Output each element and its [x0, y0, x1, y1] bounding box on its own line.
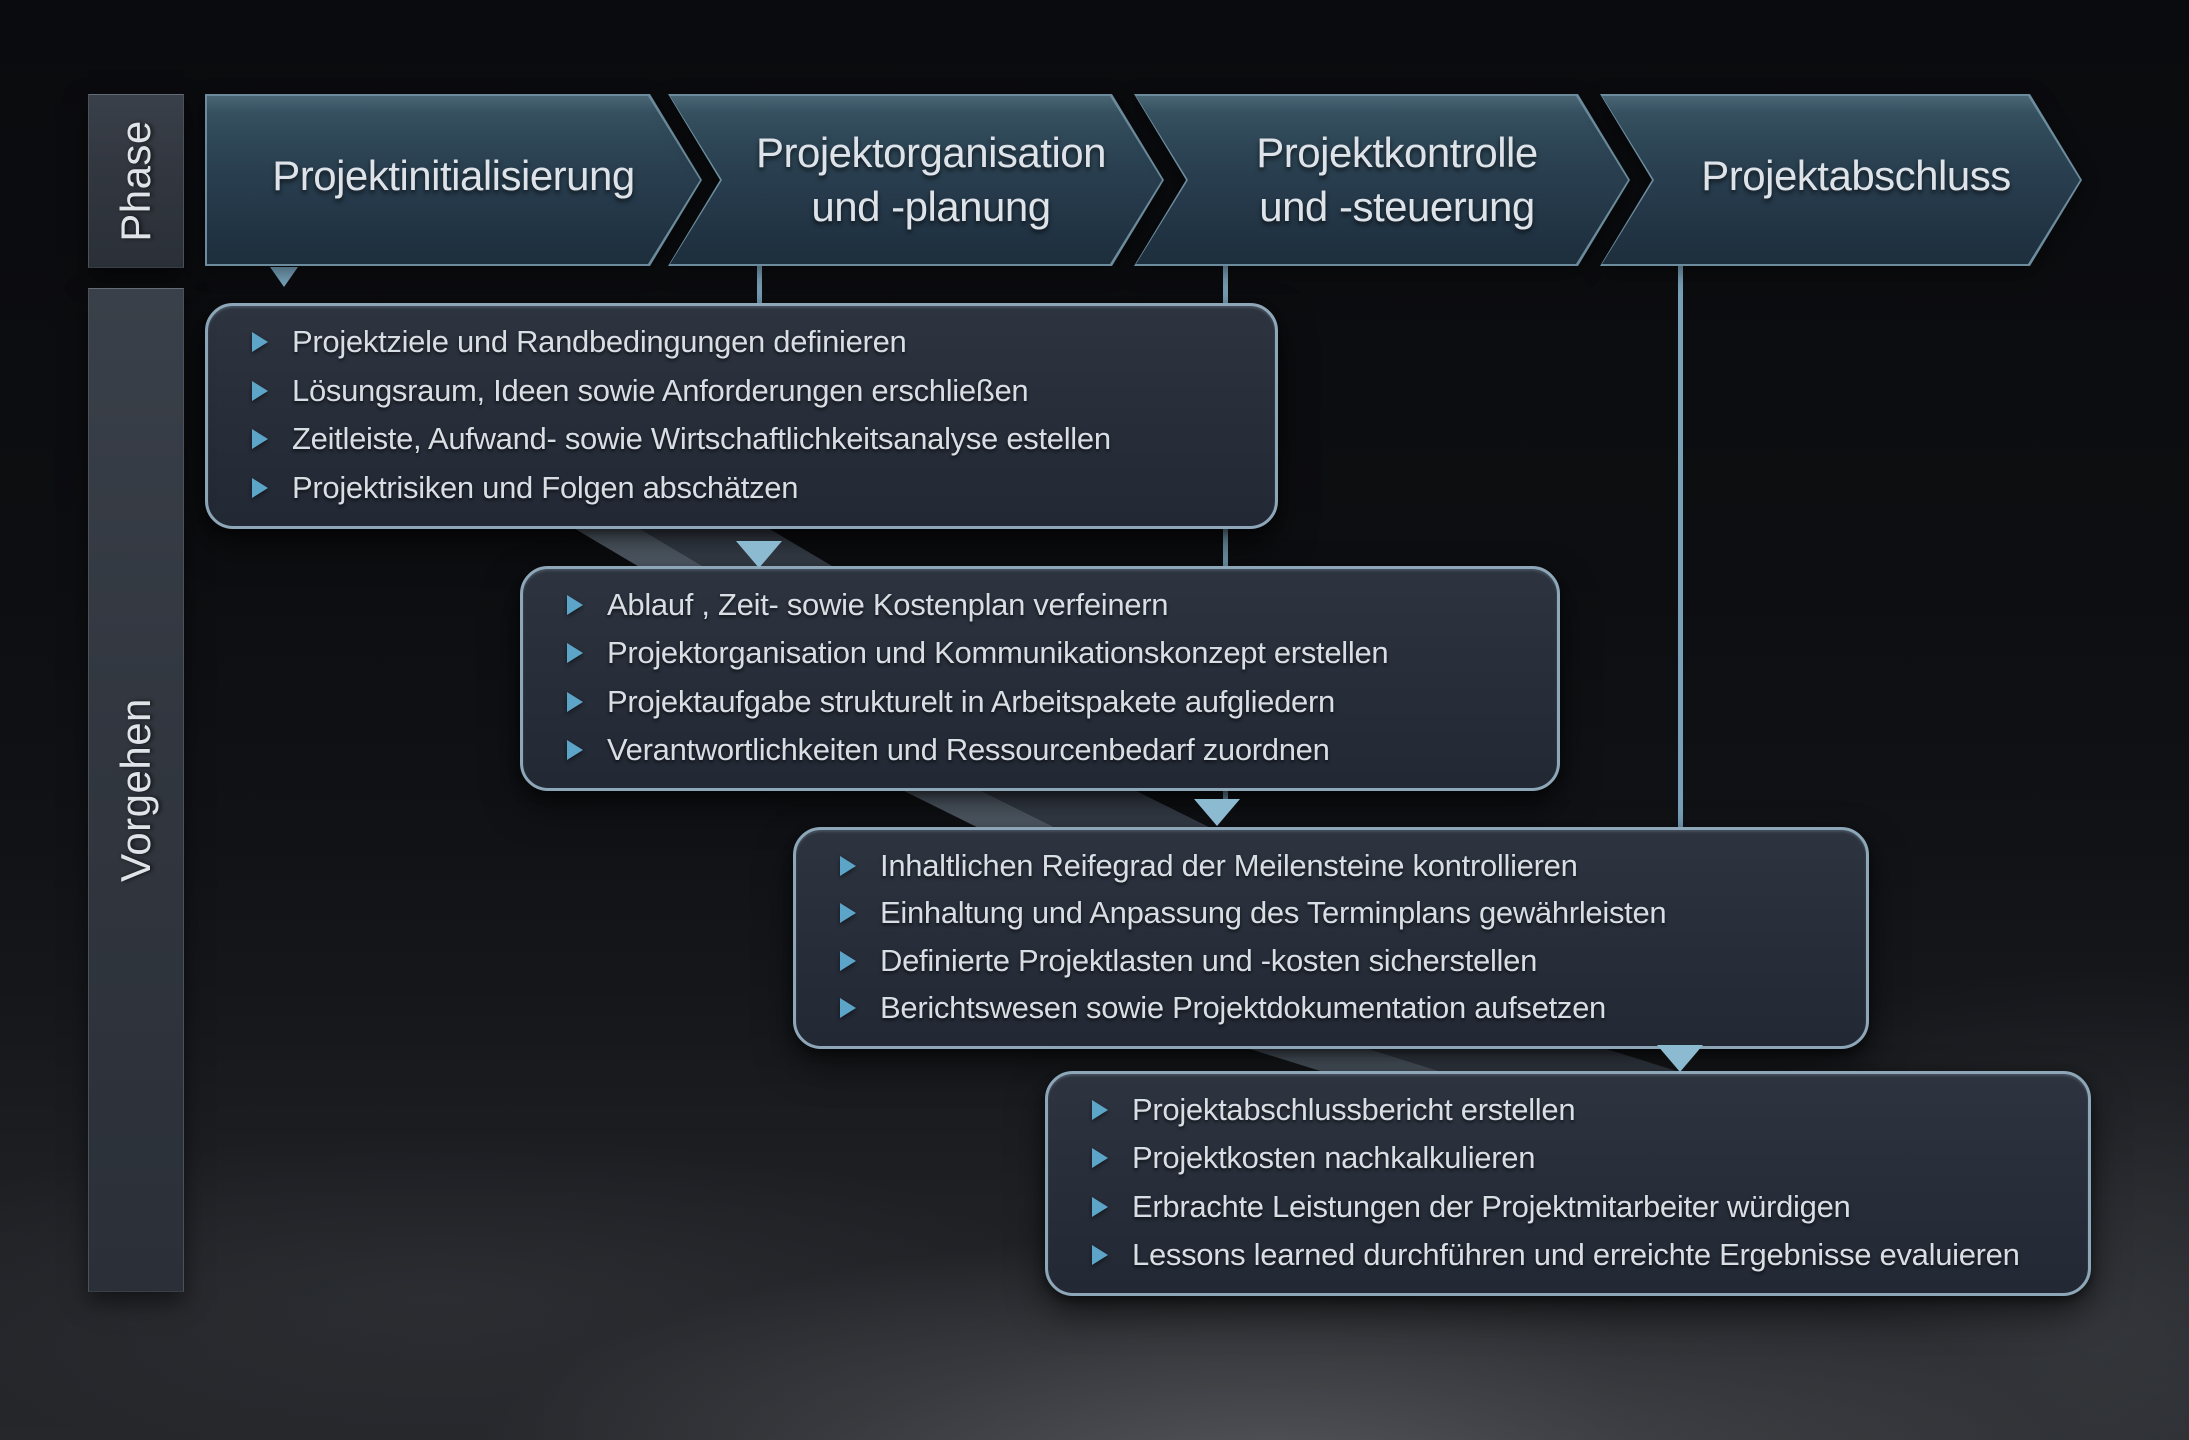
process-step-text: Definierte Projektlasten und -kosten sicherstellen — [880, 942, 1538, 978]
bullet-arrow-icon — [567, 595, 583, 615]
arrow-down-icon-phase1 — [270, 267, 298, 287]
process-step-text: Projektaufgabe strukturelt in Arbeitspakete aufgliedern — [607, 683, 1335, 719]
process-step-text: Projektkosten nachkalkulieren — [1132, 1140, 1536, 1176]
process-step-item — [567, 635, 1519, 671]
bullet-arrow-icon — [252, 429, 268, 449]
phase-chevron-projektkontrolle — [1134, 94, 1630, 266]
vorgehen-row-label: Vorgehen — [112, 698, 159, 882]
process-step-item — [1092, 1189, 2050, 1225]
process-step-item — [840, 848, 1828, 884]
process-step-item — [252, 421, 1237, 457]
bullet-arrow-icon — [1092, 1197, 1108, 1217]
bullet-arrow-icon — [567, 692, 583, 712]
phase-chevron-label — [668, 94, 1164, 266]
process-step-text: Zeitleiste, Aufwand- sowie Wirtschaftlichkeitsanalyse estellen — [292, 421, 1111, 457]
phase-chevron-label — [1600, 94, 2082, 266]
phase-chevron-projektabschluss — [1600, 94, 2082, 266]
process-step-text: Verantwortlichkeiten und Ressourcenbedarf zuordnen — [607, 731, 1330, 767]
bullet-arrow-icon — [840, 998, 856, 1018]
step-box-kontrolle-steuerung — [793, 827, 1869, 1049]
bullet-arrow-icon — [567, 740, 583, 760]
phase-label-line1: Projektinitialisierung — [272, 151, 635, 199]
phase-label-line2: und -steuerung — [1259, 183, 1535, 230]
phase-chevron-label — [1134, 94, 1630, 266]
process-step-text: Projektziele und Randbedingungen definieren — [292, 324, 907, 360]
process-step-item — [840, 895, 1828, 931]
process-step-item — [840, 943, 1828, 979]
process-step-text: Erbrachte Leistungen der Projektmitarbeiter würdigen — [1132, 1188, 1851, 1224]
vorgehen-row-label-box — [88, 288, 184, 1292]
phase-chevron-projektinitialisierung — [205, 94, 702, 266]
process-step-item — [1092, 1092, 2050, 1128]
process-step-item — [840, 990, 1828, 1026]
bullet-arrow-icon — [840, 903, 856, 923]
bullet-arrow-icon — [1092, 1100, 1108, 1120]
process-step-text: Einhaltung und Anpassung des Terminplans gewährleisten — [880, 895, 1667, 931]
bullet-arrow-icon — [252, 478, 268, 498]
phase-label-line1: Projektorganisation — [755, 128, 1107, 176]
step-box-abschluss — [1045, 1071, 2091, 1296]
process-step-text: Projektabschlussbericht erstellen — [1132, 1092, 1576, 1128]
process-step-text: Lessons learned durchführen und erreichte Ergebnisse evaluieren — [1132, 1236, 2020, 1272]
bullet-arrow-icon — [567, 643, 583, 663]
phase-row-label: Phase — [112, 120, 159, 242]
bullet-arrow-icon — [252, 332, 268, 352]
phase-label-line1: Projektkontrolle — [1256, 128, 1538, 176]
process-step-item — [567, 684, 1519, 720]
bullet-arrow-icon — [1092, 1148, 1108, 1168]
process-step-item — [252, 470, 1237, 506]
process-step-item — [1092, 1237, 2050, 1273]
process-step-item — [1092, 1140, 2050, 1176]
process-step-item — [567, 732, 1519, 768]
phase-row-label-box — [88, 94, 184, 268]
bullet-arrow-icon — [1092, 1245, 1108, 1265]
step-box-initialisierung — [205, 303, 1278, 529]
process-step-text: Berichtswesen sowie Projektdokumentation aufsetzen — [880, 990, 1606, 1026]
phase-chevron-label — [205, 94, 702, 266]
arrow-down-icon-phase2 — [736, 541, 782, 568]
step-box-organisation-planung — [520, 566, 1560, 791]
bullet-arrow-icon — [840, 951, 856, 971]
process-step-text: Inhaltlichen Reifegrad der Meilensteine kontrollieren — [880, 847, 1578, 883]
phase-chevron-projektorganisation — [668, 94, 1164, 266]
process-step-text: Projektrisiken und Folgen abschätzen — [292, 469, 799, 505]
arrow-down-icon-phase3 — [1194, 799, 1240, 826]
bullet-arrow-icon — [840, 856, 856, 876]
phase-label-line2: und -planung — [811, 183, 1051, 230]
phase-label-line1: Projektabschluss — [1701, 151, 2011, 199]
process-step-text: Ablauf , Zeit- sowie Kostenplan verfeinern — [607, 587, 1169, 623]
bullet-arrow-icon — [252, 381, 268, 401]
arrow-down-icon-phase4 — [1657, 1045, 1703, 1072]
process-step-item — [252, 373, 1237, 409]
process-step-item — [567, 587, 1519, 623]
process-step-item — [252, 324, 1237, 360]
process-step-text: Lösungsraum, Ideen sowie Anforderungen erschließen — [292, 372, 1029, 408]
process-step-text: Projektorganisation und Kommunikationskonzept erstellen — [607, 635, 1389, 671]
